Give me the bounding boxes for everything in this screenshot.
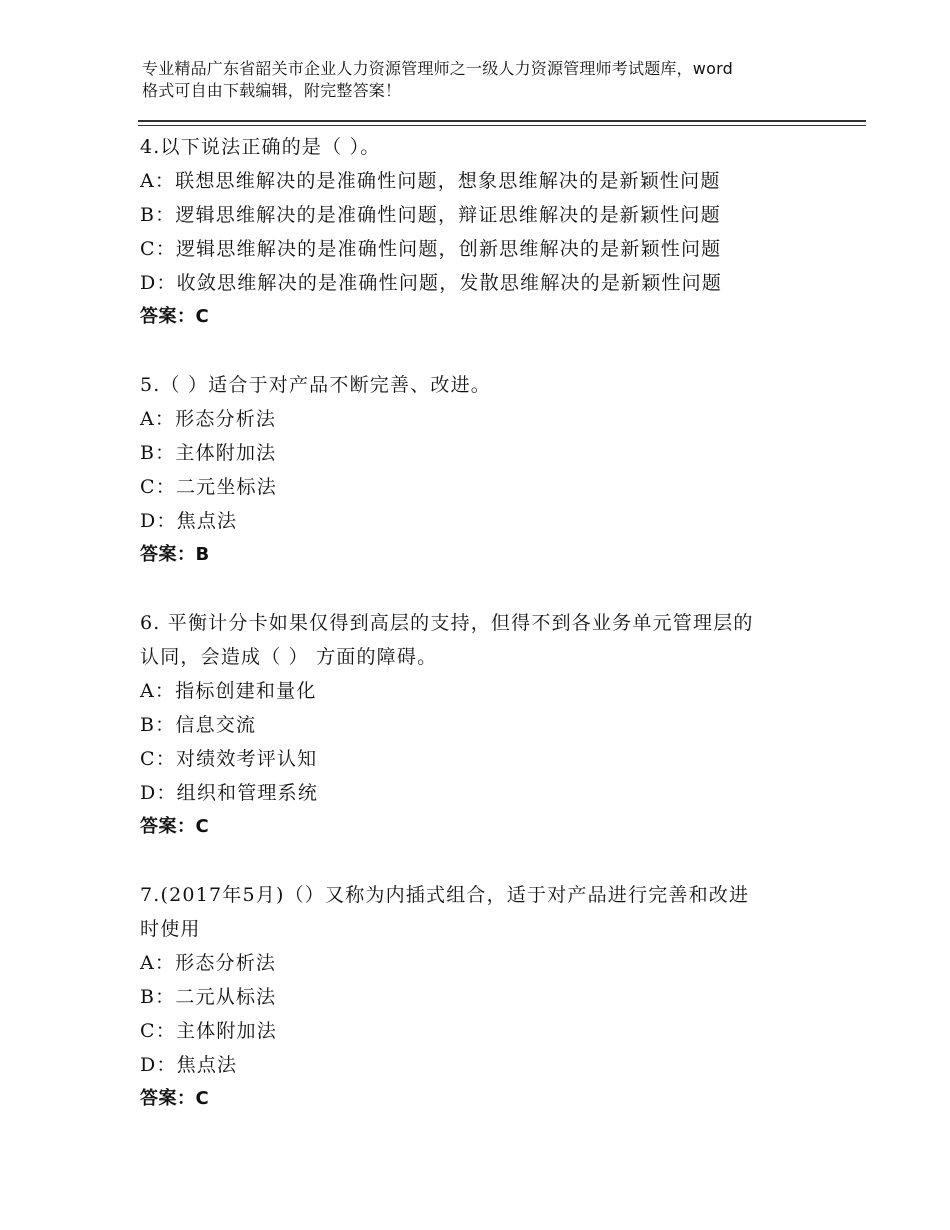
question-stem: 7.(2017年5月)（）又称为内插式组合，适于对产品进行完善和改进: [140, 884, 750, 906]
question-stem-continued: 时使用: [140, 918, 201, 940]
question-4: [140, 130, 830, 334]
option-d: D：焦点法: [140, 1054, 238, 1076]
option-c: C：二元坐标法: [140, 476, 277, 498]
document-header: [142, 58, 832, 102]
answer: 答案：B: [140, 544, 210, 565]
option-a: A：指标创建和量化: [140, 680, 317, 702]
option-b: B：二元从标法: [140, 986, 277, 1008]
question-stem: 6. 平衡计分卡如果仅得到高层的支持，但得不到各业务单元管理层的: [140, 612, 754, 634]
option-c: C：对绩效考评认知: [140, 748, 318, 770]
question-stem: 4.以下说法正确的是（ ）。: [140, 136, 381, 158]
question-list: [140, 130, 830, 1150]
answer: 答案：C: [140, 816, 210, 837]
option-b: B：信息交流: [140, 714, 257, 736]
option-a: A：形态分析法: [140, 408, 277, 430]
answer: 答案：C: [140, 1088, 210, 1109]
option-c: C：主体附加法: [140, 1020, 277, 1042]
question-5: [140, 368, 830, 572]
option-d: D：收敛思维解决的是准确性问题，发散思维解决的是新颖性问题: [140, 272, 723, 294]
option-b: B：逻辑思维解决的是准确性问题，辩证思维解决的是新颖性问题: [140, 204, 721, 226]
header-divider-thin: [138, 125, 866, 126]
header-line-2: 格式可自由下载编辑，附完整答案！: [142, 81, 402, 100]
question-stem: 5.（ ）适合于对产品不断完善、改进。: [140, 374, 491, 396]
option-d: D：组织和管理系统: [140, 782, 319, 804]
option-c: C：逻辑思维解决的是准确性问题，创新思维解决的是新颖性问题: [140, 238, 722, 260]
question-stem-continued: 认同，会造成（ ） 方面的障碍。: [140, 646, 438, 668]
answer: 答案：C: [140, 306, 210, 327]
option-a: A：形态分析法: [140, 952, 277, 974]
option-d: D：焦点法: [140, 510, 238, 532]
option-b: B：主体附加法: [140, 442, 277, 464]
option-a: A：联想思维解决的是准确性问题，想象思维解决的是新颖性问题: [140, 170, 721, 192]
header-line-1: 专业精品广东省韶关市企业人力资源管理师之一级人力资源管理师考试题库，word: [142, 59, 733, 78]
header-divider-thick: [138, 120, 866, 122]
question-7: [140, 878, 830, 1116]
question-6: [140, 606, 830, 844]
